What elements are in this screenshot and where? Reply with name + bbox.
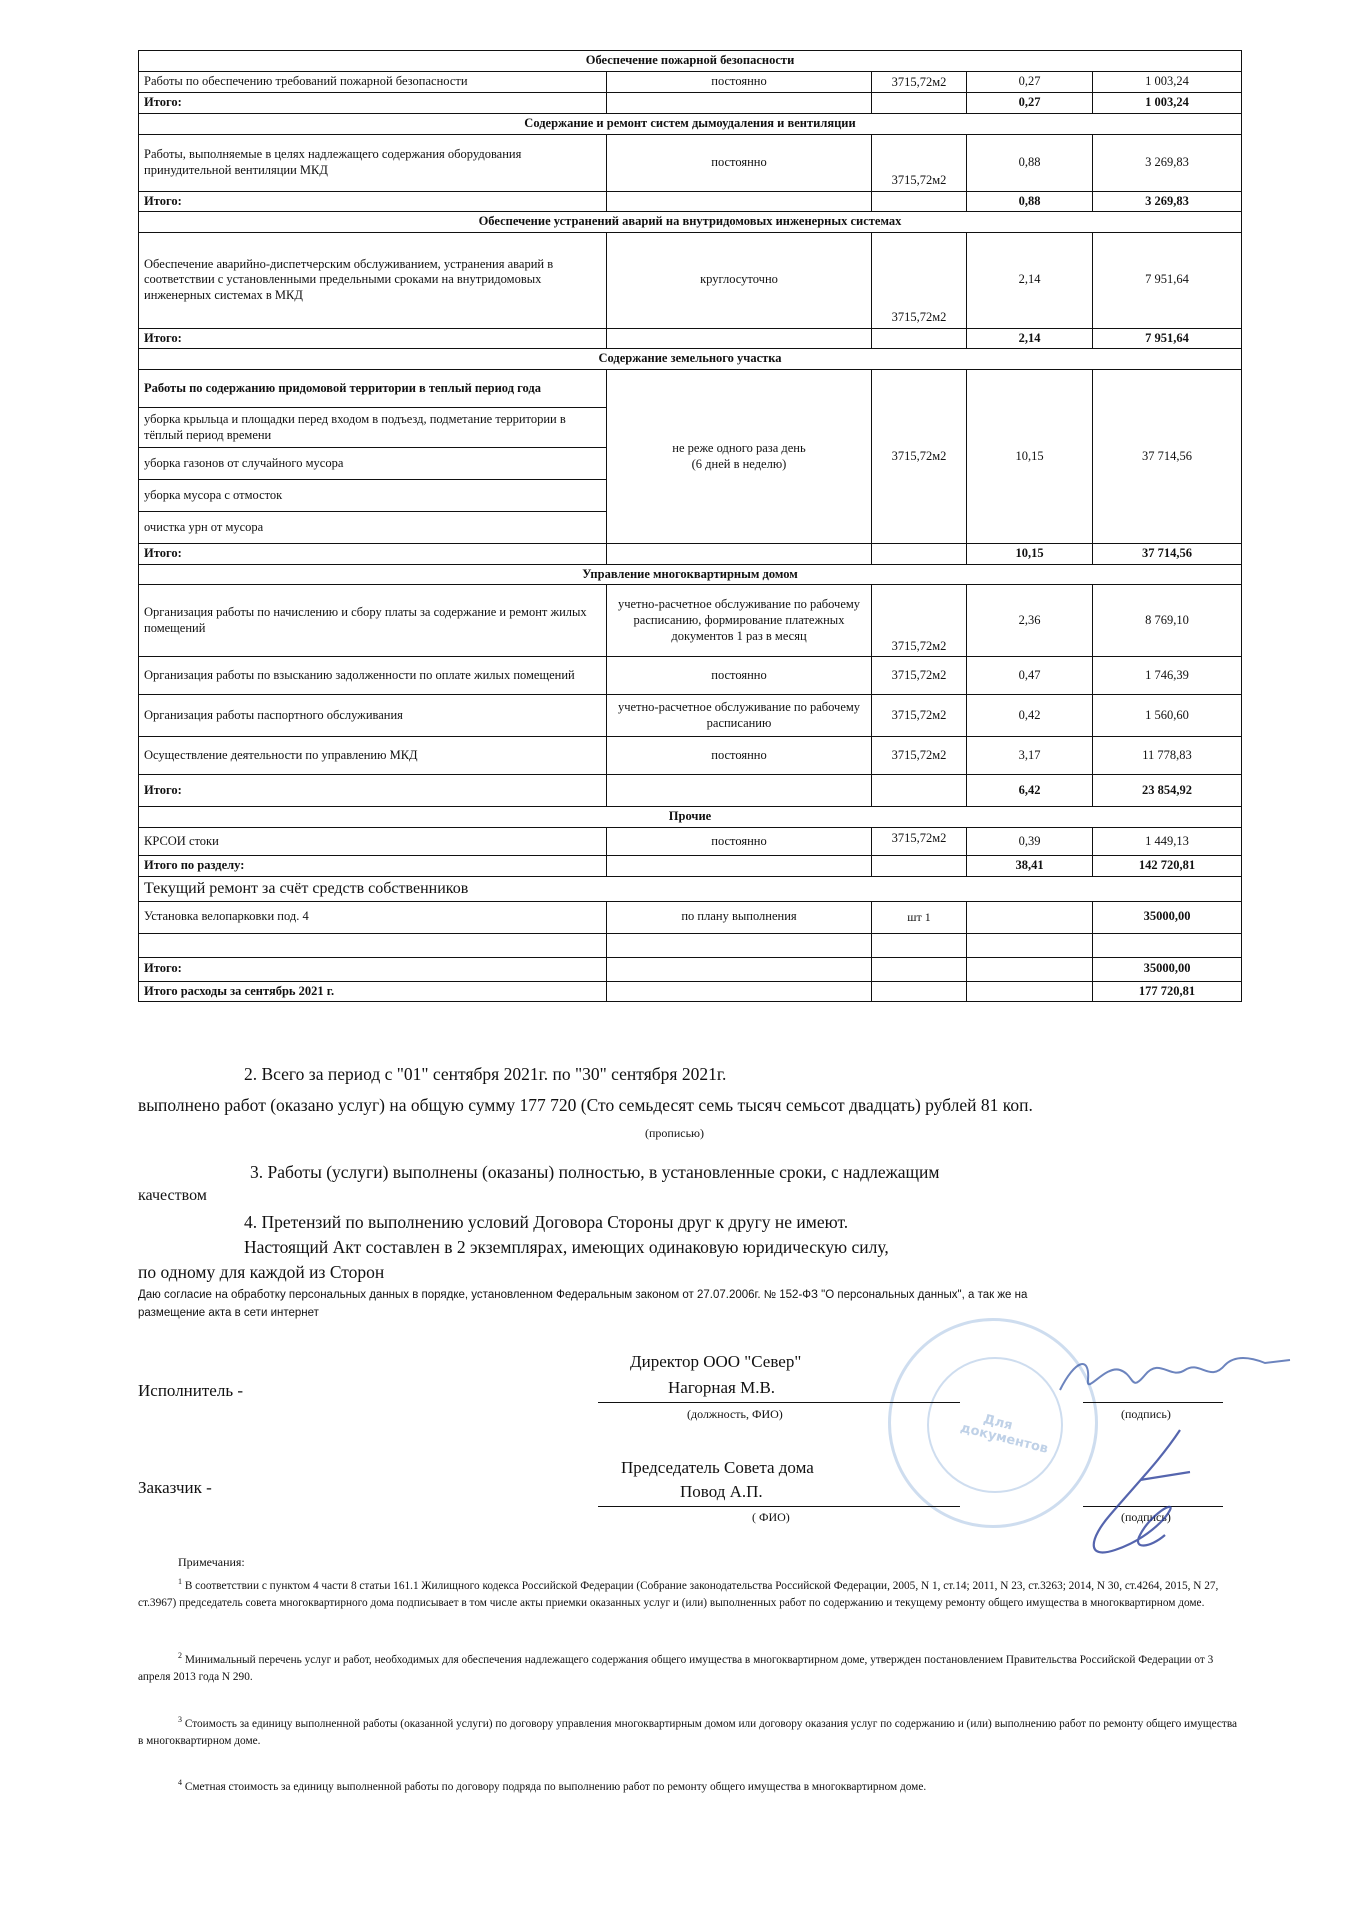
- section-title-emergency: Обеспечение устранений аварий на внутридомовых инженерных системах: [139, 212, 1242, 233]
- total-rate: 0,27: [967, 93, 1093, 114]
- service-frequency: учетно-расчетное обслуживание по рабочему расписанию: [607, 695, 872, 737]
- service-unit: 3715,72м2: [872, 370, 967, 544]
- service-frequency: постоянно: [607, 737, 872, 775]
- note-item: [138, 1576, 1238, 1613]
- table-row: [139, 827, 1242, 855]
- service-frequency: постоянно: [607, 827, 872, 855]
- paragraph-2-caption: (прописью): [645, 1126, 705, 1140]
- total-label: Итого:: [139, 775, 607, 807]
- service-unit: 3715,72м2: [872, 232, 967, 328]
- total-rate: 6,42: [967, 775, 1093, 807]
- paragraph-2-line1: 2. Всего за период с "01" сентября 2021г. по "30" сентября 2021г.: [244, 1064, 727, 1084]
- total-row: [139, 191, 1242, 212]
- freq-line: не реже одного раза день: [672, 440, 806, 455]
- paragraph-2-line2: выполнено работ (оказано услуг) на общую сумму 177 720 (Сто семьдесят семь тысяч семьсот двадцать) рублей 81 коп.: [138, 1095, 1033, 1115]
- customer-position: Председатель Совета дома: [621, 1458, 814, 1477]
- total-row: [139, 328, 1242, 349]
- table-row: [139, 737, 1242, 775]
- service-sum: 1 746,39: [1093, 657, 1242, 695]
- service-unit: 3715,72м2: [872, 585, 967, 657]
- table-row: [139, 585, 1242, 657]
- executor-name-line: [598, 1402, 960, 1403]
- land-item: уборка газонов от случайного мусора: [139, 448, 607, 480]
- grand-total-row: [139, 981, 1242, 1002]
- executor-name: Нагорная М.В.: [668, 1378, 776, 1397]
- table-row: [139, 657, 1242, 695]
- service-rate: 0,27: [967, 71, 1093, 93]
- total-label: Итого:: [139, 328, 607, 349]
- total-row: [139, 93, 1242, 114]
- section-title-land: Содержание земельного участка: [139, 349, 1242, 370]
- executor-signature: [1050, 1345, 1300, 1405]
- note-text: Сметная стоимость за единицу выполненной работы по договору подряда по выполнению работ по ремонту общего имущества в многоквартирном доме.: [184, 1780, 927, 1793]
- land-item: уборка мусора с отмосток: [139, 480, 607, 512]
- service-rate: 2,36: [967, 585, 1093, 657]
- freq-line: (6 дней в неделю): [691, 456, 787, 471]
- note-item: [138, 1650, 1238, 1687]
- executor-sign-caption: (подпись): [1121, 1407, 1171, 1421]
- total-sum: 35000,00: [1093, 957, 1242, 981]
- service-unit: 3715,72м2: [872, 134, 967, 191]
- service-rate: 2,14: [967, 232, 1093, 328]
- service-frequency: учетно-расчетное обслуживание по рабочему расписанию, формирование платежных документов 1 раз в месяц: [607, 585, 872, 657]
- service-unit: 3715,72м2: [872, 695, 967, 737]
- service-name: Установка велопарковки под. 4: [139, 901, 607, 933]
- land-item: уборка крыльца и площадки перед входом в подъезд, подметание территории в тёплый период времени: [139, 408, 607, 448]
- services-table: [138, 50, 1242, 1002]
- service-name: КРСОИ стоки: [139, 827, 607, 855]
- section-title-other: Прочие: [139, 807, 1242, 828]
- customer-name-line: [598, 1506, 960, 1507]
- table-row: [139, 232, 1242, 328]
- total-sum: 23 854,92: [1093, 775, 1242, 807]
- total-sum: 1 003,24: [1093, 93, 1242, 114]
- service-name: Работы по обеспечению требований пожарной безопасности: [139, 71, 607, 93]
- grand-total-sum: 177 720,81: [1093, 981, 1242, 1002]
- note-text: В соответствии с пунктом 4 части 8 статьи 161.1 Жилищного кодекса Российской Федерации (Собрание законодательства Российской Федерации, 2005, N 1, ст.14; 2011, N 23, ст.3263; 2014, N 30, ст.4264, 2015, N 27, ст.3967) председатель совета многоквартирного дома подписывает в том числе акты приемки оказанных услуг и (или) выполненных работ по содержанию и текущему ремонту общего имущества в многоквартирном доме.: [138, 1579, 1219, 1610]
- service-name: Обеспечение аварийно-диспетчерским обслуживанием, устранения аварий в соответствии с установленными предельными сроками на внутридомовых инженерных системах в МКД: [139, 232, 607, 328]
- section-title-fire: Обеспечение пожарной безопасности: [139, 51, 1242, 72]
- note-text: Стоимость за единицу выполненной работы (оказанной услуги) по договору управления многоквартирным домом или договору оказания услуг по содержанию и (или) выполнению работ по ремонту общего имущества в многоквартирном доме.: [138, 1717, 1238, 1748]
- total-label: Итого:: [139, 191, 607, 212]
- service-rate: 0,88: [967, 134, 1093, 191]
- service-frequency: по плану выполнения: [607, 901, 872, 933]
- stamp-text: Для документов: [958, 1411, 1050, 1458]
- total-sum: 142 720,81: [1093, 855, 1242, 876]
- service-rate: 0,47: [967, 657, 1093, 695]
- customer-sign-caption: (подпись): [1121, 1510, 1171, 1524]
- service-sum: 37 714,56: [1093, 370, 1242, 544]
- service-sum: 1 003,24: [1093, 71, 1242, 93]
- service-unit: 3715,72м2: [872, 71, 967, 93]
- total-label: Итого:: [139, 93, 607, 114]
- section-title-management: Управление многоквартирным домом: [139, 564, 1242, 585]
- total-sum: 37 714,56: [1093, 544, 1242, 565]
- total-rate: 0,88: [967, 191, 1093, 212]
- executor-label: Исполнитель -: [138, 1381, 243, 1400]
- service-unit: шт 1: [872, 901, 967, 933]
- service-name: Организация работы по начислению и сбору платы за содержание и ремонт жилых помещений: [139, 585, 607, 657]
- total-sum: 7 951,64: [1093, 328, 1242, 349]
- note-number: 3: [178, 1715, 182, 1724]
- consent-line2: размещение акта в сети интернет: [138, 1307, 319, 1319]
- total-label: Итого:: [139, 957, 607, 981]
- paragraph-4: 4. Претензий по выполнению условий Договора Стороны друг к другу не имеют.: [244, 1212, 849, 1232]
- service-name: Организация работы по взысканию задолженности по оплате жилых помещений: [139, 657, 607, 695]
- service-sum: 7 951,64: [1093, 232, 1242, 328]
- note-text: Минимальный перечень услуг и работ, необходимых для обеспечения надлежащего содержания общего имущества в многоквартирном доме, утвержден постановлением Правительства Российской Федерации от 3 апреля 2013 года N 290.: [138, 1653, 1214, 1684]
- service-unit: 3715,72м2: [872, 737, 967, 775]
- note-number: 1: [178, 1577, 182, 1586]
- total-row: [139, 775, 1242, 807]
- land-item: очистка урн от мусора: [139, 512, 607, 544]
- total-row: [139, 957, 1242, 981]
- customer-label: Заказчик -: [138, 1478, 212, 1497]
- paragraph-5-line2: по одному для каждой из Сторон: [138, 1262, 385, 1282]
- service-frequency: [607, 370, 872, 544]
- service-name: Осуществление деятельности по управлению МКД: [139, 737, 607, 775]
- grand-total-label: Итого расходы за сентябрь 2021 г.: [139, 981, 607, 1002]
- service-rate: 10,15: [967, 370, 1093, 544]
- paragraph-3-line2: качеством: [138, 1187, 207, 1204]
- service-sum: 1 560,60: [1093, 695, 1242, 737]
- total-label: Итого по разделу:: [139, 855, 607, 876]
- service-sum: 8 769,10: [1093, 585, 1242, 657]
- note-item: [138, 1714, 1238, 1751]
- customer-caption: ( ФИО): [752, 1510, 790, 1524]
- paragraph-3-line1: 3. Работы (услуги) выполнены (оказаны) полностью, в установленные сроки, с надлежащим: [250, 1162, 940, 1182]
- service-unit: 3715,72м2: [872, 657, 967, 695]
- total-rate: 10,15: [967, 544, 1093, 565]
- service-sum: 35000,00: [1093, 901, 1242, 933]
- section-title-ventilation: Содержание и ремонт систем дымоудаления и вентиляции: [139, 113, 1242, 134]
- service-rate: 3,17: [967, 737, 1093, 775]
- service-sum: 3 269,83: [1093, 134, 1242, 191]
- note-number: 4: [178, 1778, 182, 1787]
- section-title-repair: Текущий ремонт за счёт средств собственников: [139, 876, 1242, 901]
- executor-caption: (должность, ФИО): [687, 1407, 783, 1421]
- total-sum: 3 269,83: [1093, 191, 1242, 212]
- table-row: [139, 695, 1242, 737]
- executor-position: Директор ООО "Север": [630, 1352, 802, 1371]
- service-frequency: постоянно: [607, 134, 872, 191]
- customer-signature: [1070, 1420, 1220, 1580]
- land-subtitle: Работы по содержанию придомовой территории в теплый период года: [139, 370, 607, 408]
- consent-line1: Даю согласие на обработку персональных данных в порядке, установленном Федеральным законом от 27.07.2006г. № 152-ФЗ "О персональных данных", а так же на: [138, 1289, 1028, 1301]
- total-row: [139, 544, 1242, 565]
- note-item: [138, 1777, 1238, 1796]
- notes-heading: Примечания:: [178, 1555, 245, 1569]
- table-row: [139, 134, 1242, 191]
- table-row: [139, 71, 1242, 93]
- paragraph-5-line1: Настоящий Акт составлен в 2 экземплярах, имеющих одинаковую юридическую силу,: [244, 1237, 889, 1257]
- service-name: Работы, выполняемые в целях надлежащего содержания оборудования принудительной вентиляции МКД: [139, 134, 607, 191]
- total-label: Итого:: [139, 544, 607, 565]
- total-rate: 2,14: [967, 328, 1093, 349]
- service-rate: 0,42: [967, 695, 1093, 737]
- empty-row: [139, 933, 1242, 957]
- service-frequency: постоянно: [607, 71, 872, 93]
- service-sum: 11 778,83: [1093, 737, 1242, 775]
- service-unit: 3715,72м2: [872, 827, 967, 855]
- note-number: 2: [178, 1651, 182, 1660]
- total-rate: 38,41: [967, 855, 1093, 876]
- service-frequency: постоянно: [607, 657, 872, 695]
- table-row: [139, 370, 1242, 408]
- table-row: [139, 901, 1242, 933]
- section-total-row: [139, 855, 1242, 876]
- service-sum: 1 449,13: [1093, 827, 1242, 855]
- service-name: Организация работы паспортного обслуживания: [139, 695, 607, 737]
- service-frequency: круглосуточно: [607, 232, 872, 328]
- customer-name: Повод А.П.: [680, 1482, 763, 1501]
- service-rate: 0,39: [967, 827, 1093, 855]
